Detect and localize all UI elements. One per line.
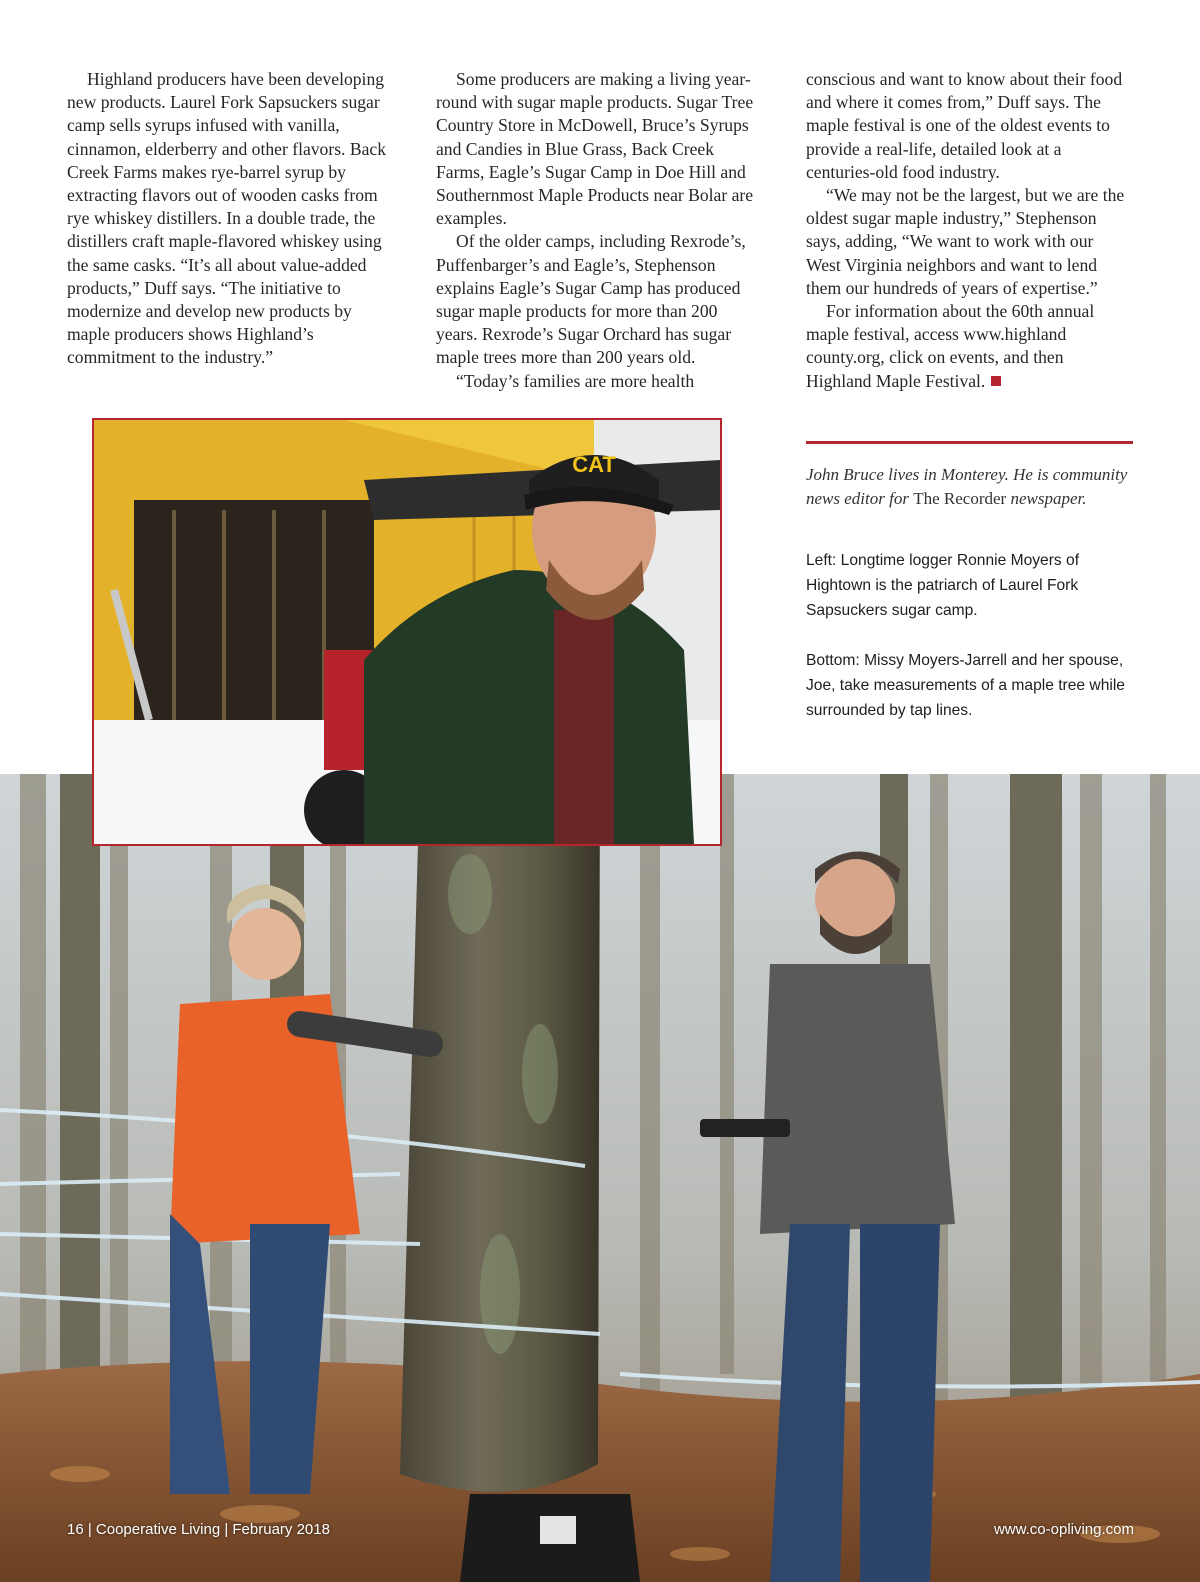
- article-column-2: [436, 68, 762, 393]
- paragraph: Some producers are making a living year-round with sugar maple products. Sugar Tree Country Store in McDowell, Bruce’s Syrups and Candies in Blue Grass, Back Creek Farms, Eagle’s Sugar Camp in Doe Hill and Southernmost Maple Products near Bolar are examples.: [436, 69, 754, 229]
- paragraph-text: For information about the 60th annual maple festival, access www.highland county.org, click on events, and then Highland Maple Festival.: [806, 301, 1095, 391]
- footer-page-info: 16 | Cooperative Living | February 2018: [67, 1521, 330, 1538]
- paragraph: [806, 300, 1132, 393]
- paragraph: Highland producers have been developing new products. Laurel Fork Sapsuckers sugar camp sells syrups infused with vanilla, cinnamon, elderberry and other flavors. Back Creek Farms makes rye-barrel syrup by extracting flavors out of wooden casks from rye whiskey distillers. In a double trade, the distillers craft maple-flavored whiskey using the same casks. “It’s all about value-added products,” Duff says. “The initiative to modernize and develop new products by maple producers shows Highland’s commitment to the industry.”: [67, 69, 387, 368]
- photo-ronnie-moyers: [92, 418, 722, 846]
- paragraph: “We may not be the largest, but we are the oldest sugar maple industry,” Stephenson says, adding, “We want to work with our West Virginia neighbors and want to lend them our hundreds of years of expertise.”: [806, 185, 1125, 298]
- paragraph: Of the older camps, including Rexrode’s, Puffenbarger’s and Eagle’s, Stephenson explains Eagle’s Sugar Camp has produced sugar maple products for more than 200 years. Rexrode’s Sugar Orchard has sugar maple trees more than 200 years old.: [436, 231, 746, 368]
- divider-rule: [806, 441, 1133, 444]
- author-bio: [806, 463, 1138, 510]
- cap-logo-text: CAT: [572, 452, 616, 477]
- end-mark-icon: [991, 376, 1001, 386]
- caption-bottom-photo: Bottom: Missy Moyers-Jarrell and her spouse, Joe, take measurements of a maple tree while surrounded by tap lines.: [806, 652, 1125, 719]
- caption-left-photo: Left: Longtime logger Ronnie Moyers of Hightown is the patriarch of Laurel Fork Sapsuckers sugar camp.: [806, 552, 1080, 619]
- article-column-1: [67, 68, 393, 370]
- bio-text: John Bruce lives in Monterey. He is community news editor for: [806, 465, 1128, 508]
- bio-publication: The Recorder: [913, 488, 1007, 508]
- footer-website: www.co-opliving.com: [993, 1521, 1134, 1538]
- paragraph: conscious and want to know about their food and where it comes from,” Duff says. The maple festival is one of the oldest events to provide a real-life, detailed look at a centuries-old food industry.: [806, 69, 1123, 182]
- paragraph: “Today’s families are more health: [456, 370, 695, 391]
- article-column-3: [806, 68, 1132, 393]
- bio-text-end: newspaper.: [1010, 488, 1087, 508]
- photo-maple-forest: [0, 774, 1200, 1582]
